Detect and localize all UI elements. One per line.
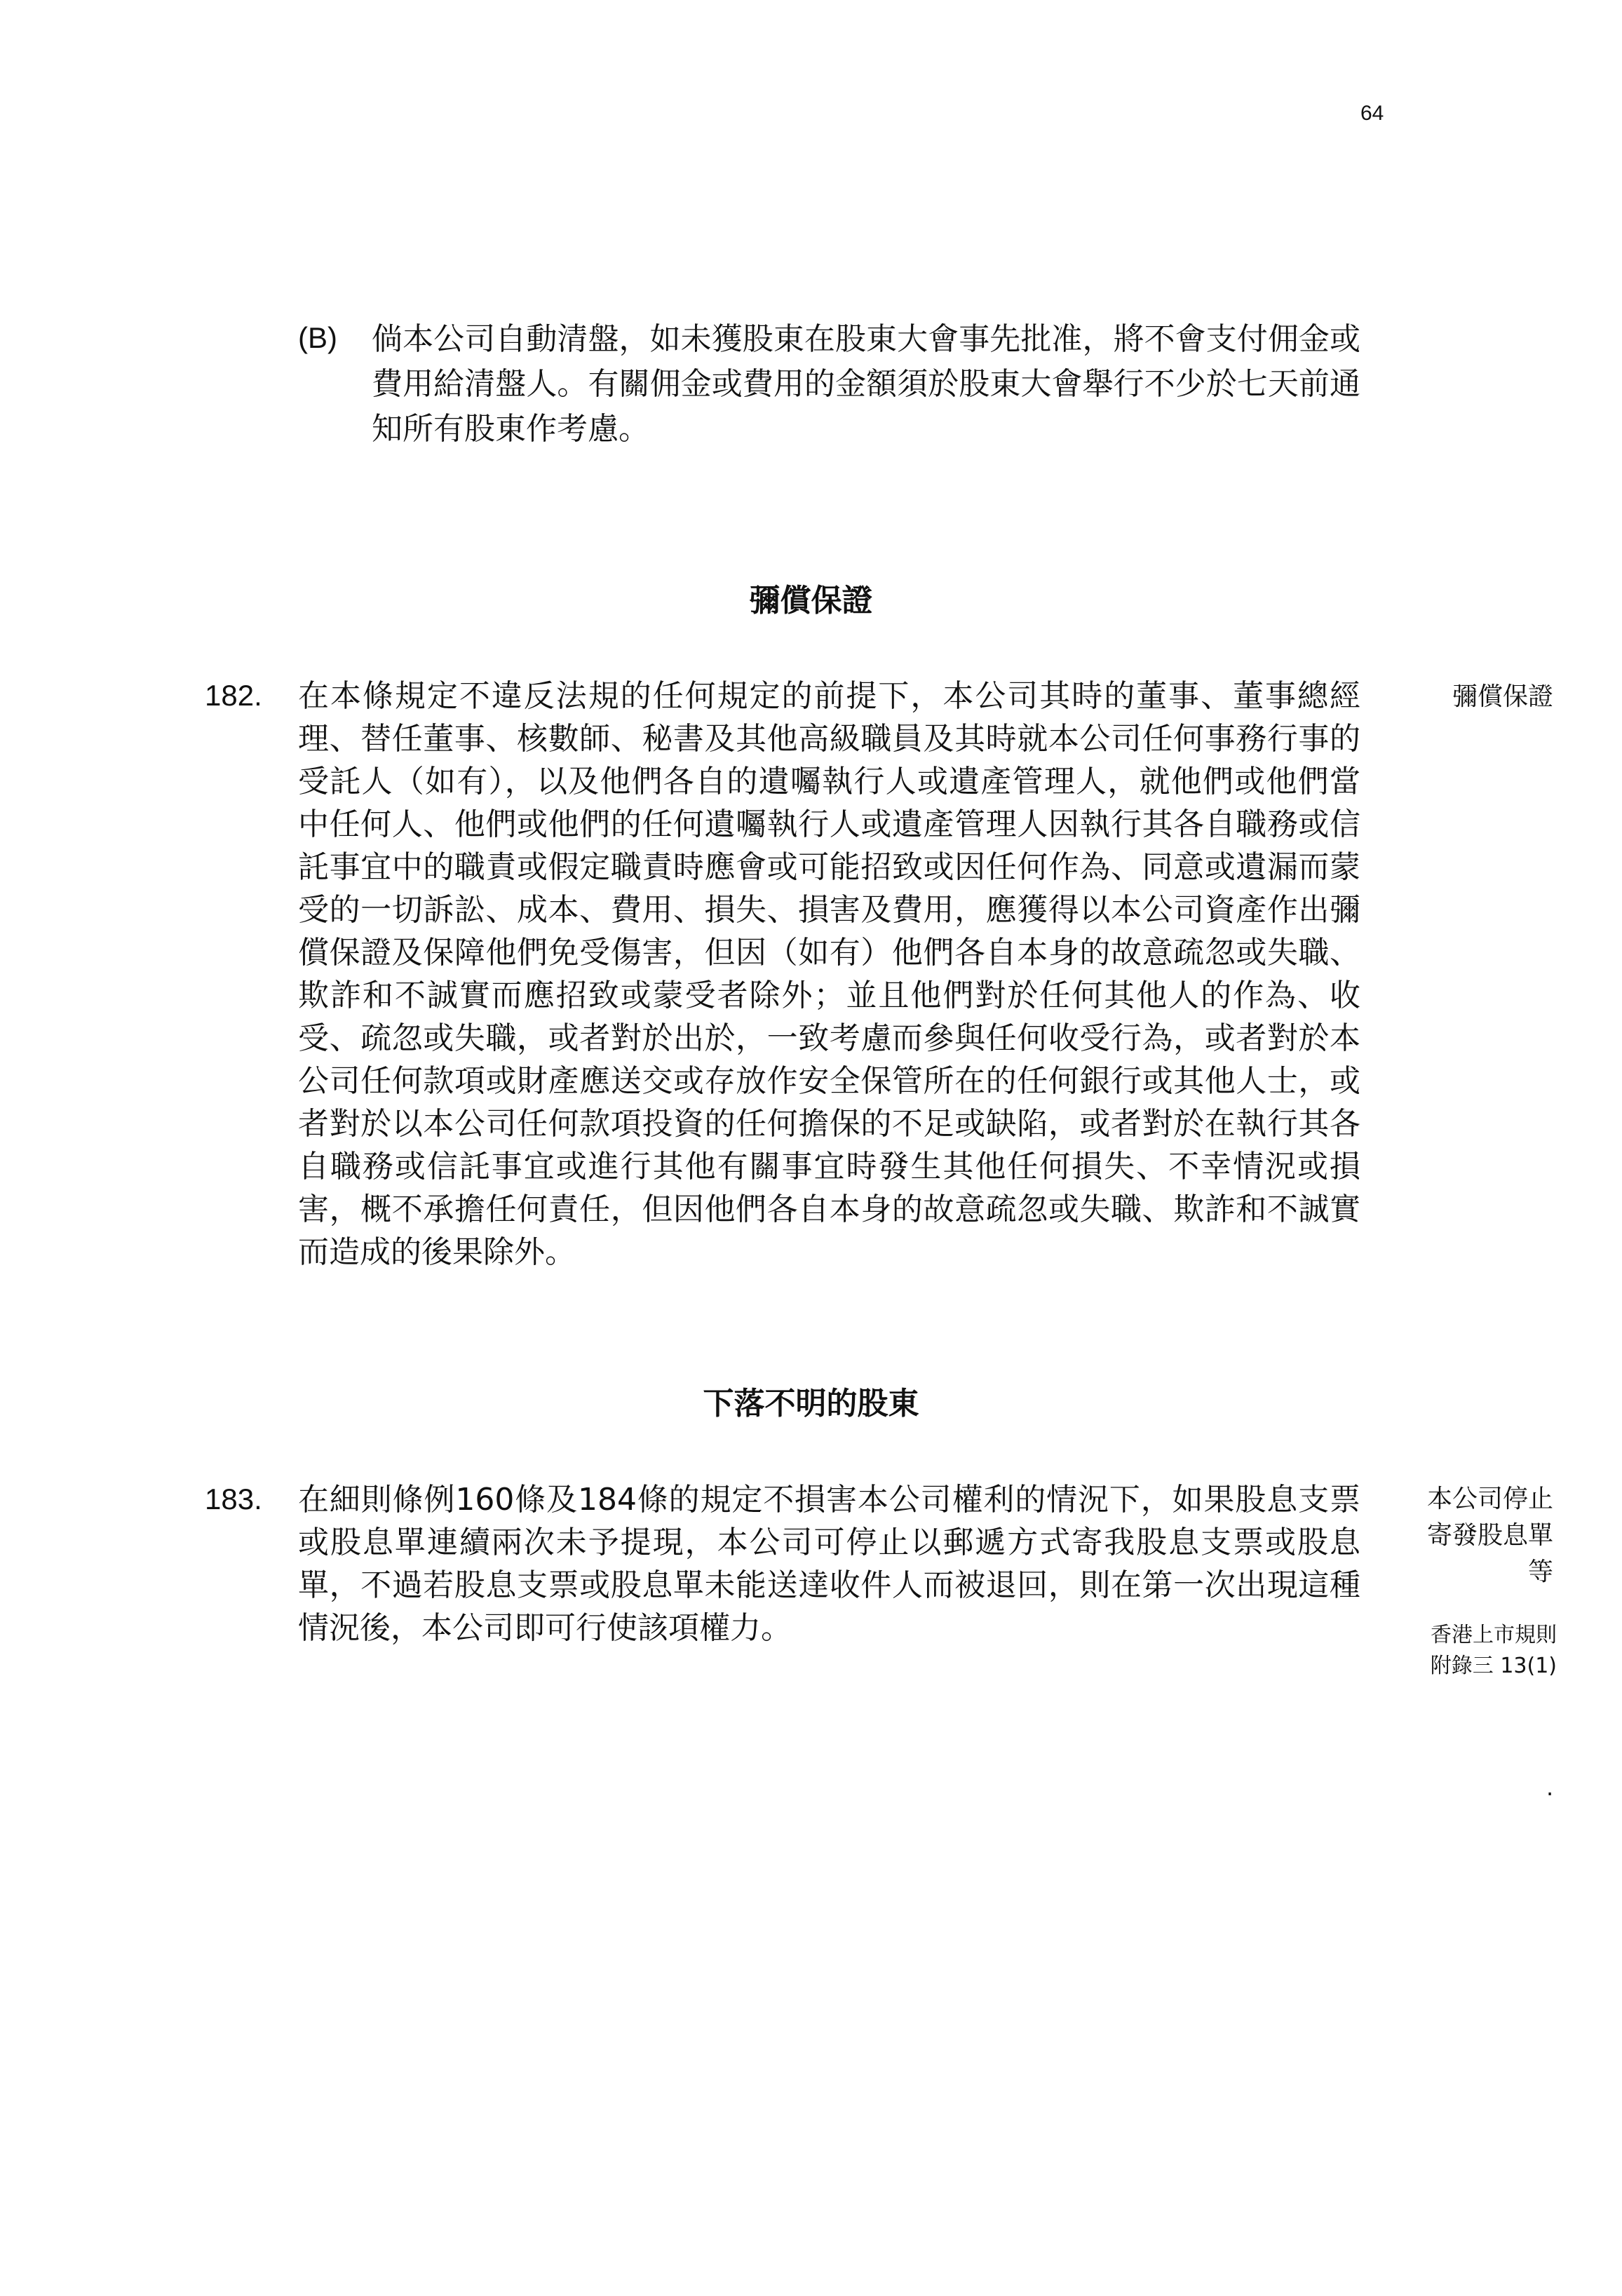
margin-reference-line: 香港上市規則 bbox=[1431, 1623, 1557, 1647]
margin-note-indemnity: 彌償保證 bbox=[1452, 682, 1553, 711]
item-b-paragraph: 倘本公司自動清盤，如未獲股東在股東大會事先批准，將不會支付佣金或費用給清盤人。有關佣金或費用的金額須於股東大會舉行不少於七天前通知所有股東作考慮。 bbox=[372, 321, 1360, 447]
clause-number-182: 182. bbox=[205, 679, 262, 712]
clause-182-paragraph: 在本條規定不違反法規的任何規定的前提下，本公司其時的董事、董事總經理、替任董事、核數師、秘書及其他高級職員及其時就本公司任何事務行事的受託人（如有），以及他們各自的遺囑執行人或遺產管理人，就他們或他們當中任何人、他們或他們的任何遺囑執行人或遺產管理人因執行其各自職務或信託事宜中的職責或假定職責時應會或可能招致或因任何作為、同意或遺漏而蒙受的一切訴訟、成本、費用、損失、損害及費用，應獲得以本公司資產作出彌償保證及保障他們免受傷害，但因（如有）他們各自本身的故意疏忽或失職、欺詐和不誠實而應招致或蒙受者除外；並且他們對於任何其他人的作為、收受、疏忽或失職，或者對於出於，一致考慮而參與任何收受行為，或者對於本公司任何款項或財產應送交或存放作安全保管所在的任何銀行或其他人士，或者對於以本公司任何款項投資的任何擔保的不足或缺陷，或者對於在執行其各自職務或信託事宜或進行其他有關事宜時發生其他任何損失、不幸情況或損害，概不承擔任何責任，但因他們各自本身的故意疏忽或失職、欺詐和不誠實而造成的後果除外。 bbox=[298, 678, 1360, 1270]
clause-183-paragraph: 在細則條例160條及184條的規定不損害本公司權利的情況下，如果股息支票或股息單連續兩次未予提現，本公司可停止以郵遞方式寄我股息支票或股息單，不過若股息支票或股息單未能送達收件人而被退回，則在第一次出現這種情況後，本公司即可行使該項權力。 bbox=[298, 1482, 1360, 1646]
margin-note-line: 等 bbox=[1527, 1558, 1553, 1586]
item-b-label: (B) bbox=[298, 321, 337, 354]
stray-mark: . bbox=[1546, 1774, 1554, 1801]
margin-reference-line: 附錄三 13(1) bbox=[1430, 1654, 1557, 1678]
margin-reference-listing-rules bbox=[1392, 1620, 1557, 1682]
margin-note-stop-dividend bbox=[1392, 1481, 1553, 1591]
page-number: 64 bbox=[1360, 102, 1384, 125]
section-heading-untraceable-shareholders: 下落不明的股東 bbox=[703, 1386, 919, 1422]
margin-note-line: 本公司停止 bbox=[1426, 1485, 1553, 1513]
section-heading-indemnity: 彌償保證 bbox=[749, 583, 873, 619]
clause-number-183: 183. bbox=[205, 1483, 262, 1515]
margin-note-line: 寄發股息單 bbox=[1426, 1521, 1553, 1550]
